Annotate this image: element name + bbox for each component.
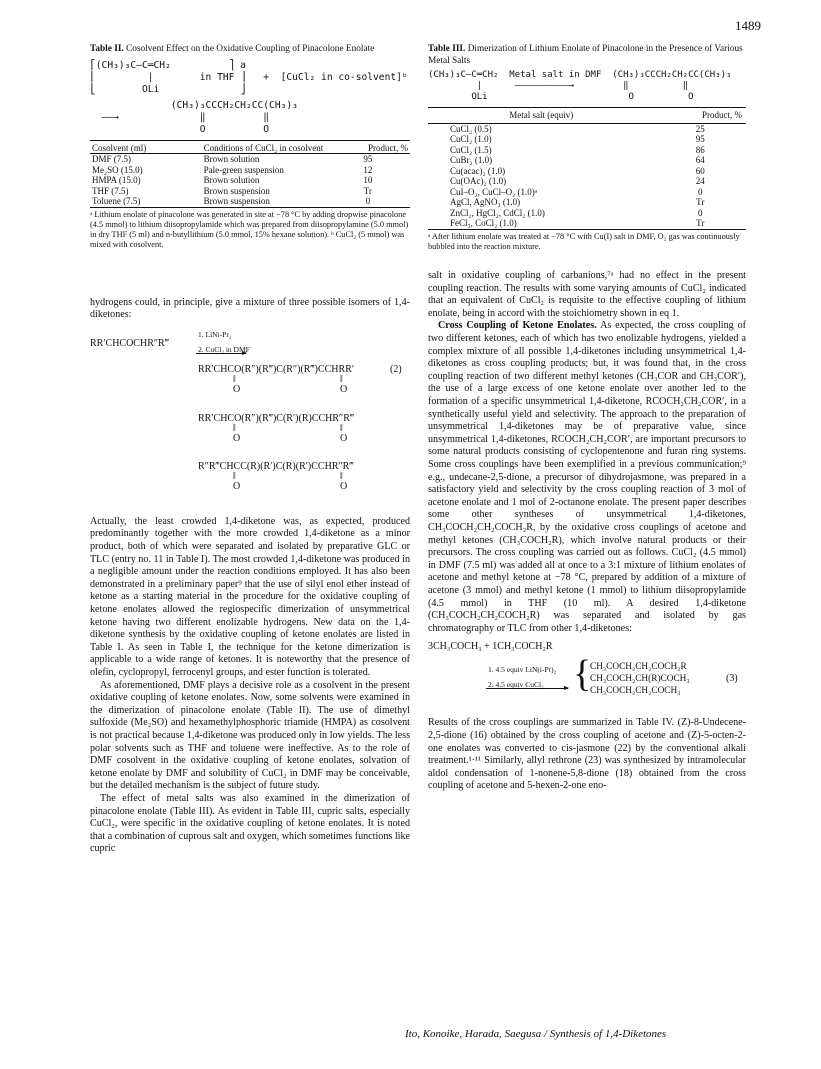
body-paragraph: Cross Coupling of Ketone Enolates. As expected, the cross coupling of two different ketones, each of which has two enolizable hydrogens, yielded a complex mixture of all possible 1,4-diketones including unsymmetrical 1,4-diketones as cross coupling products; but, it was found that, in the cross coupling reaction of two different methyl ketones (CH₃COR and CH₃COR′), the use of a large excess of one ketone enolate over another led to the formation of a specific unsymmetrical 1,4-diketone, RCOCH₂CH₂COR′, in a synthetically useful yield and selectivity. The approach to the preparation of unsymmetrical 1,4-diketones may be of preparative value, since unsymmetrical 1,4-diketones, RCOCH₂CH₂COR′, are important precursors to some natural products consisting of cyclopentenone and furan ring systems. Some cross couplings have been exemplified in a previous communication;⁹ e.g., undecane-2,5-dione, a precursor of dihydrojasmone, was prepared in a satisfactory yield and selectivity by the cross coupling reaction of 3 mol of acetone enolate and 1 mol of 2-octanone enolate. The present paper describes some other syntheses of unsymmetrical 1,4-diketones, CH₃COCH₂CH₂COCH₂R, by the oxidative cross couplings of acetone and methyl ketones (CH₃COCH₂R), which involve natural products or their precursors. The cross coupling was carried out as follows. CuCl₂ (4.5 mmol) in DMF (7.5 ml) was added all at once to a 3:1 mixture of lithium enolates of acetone and methyl ketone at −78 °C, prepared by addition of a mixture of acetone (3 mmol) and methyl ketone (1 mmol) to lithium diisopropylamide (4.5 mmol) in THF (10 ml). A desired 1,4-diketone (CH₃COCH₂CH₂COCH₂R) was separated and isolated by gas chromatography or TLC from other 1,4-diketones: [428, 320, 746, 634]
carbonyl-mark: ‖ O [233, 373, 241, 395]
eq3-step1: 1. 4.5 equiv LiN(i-Pr)₂ [488, 665, 557, 675]
table-row: Me₂SO (15.0) Pale-green suspension 12 [92, 164, 373, 175]
eq2-step2: 2. CuCl₂ in DMF [198, 344, 250, 354]
table2-caption: Table II. Cosolvent Effect on the Oxidative Coupling of Pinacolone Enolate [90, 44, 375, 54]
body-paragraph: salt in oxidative coupling of carbanions,⁷ᵃ had no effect in the present coupling reaction. The results with some varying amounts of CuCl₂ indicated that an equivalent of CuCl₂ is requisite to the effective coupling of lithium enolate, being in accord with the stoichiometry shown in eq 1. [428, 270, 746, 319]
section-heading: Cross Coupling of Ketone Enolates. [438, 320, 597, 332]
table2-header: Cosolvent (ml) [90, 140, 202, 154]
eq2-step1: 1. LiNi-Pr₂ [198, 329, 232, 339]
left-column [90, 44, 410, 856]
table3 [428, 107, 746, 230]
table-row: Toluene (7.5) Brown suspension 0 [90, 196, 410, 207]
table2-product-line: O O [90, 123, 270, 135]
equation-3 [428, 641, 746, 713]
carbonyl-mark: ‖ O [340, 422, 348, 444]
eq2-label: (2) [390, 363, 402, 375]
table2-scheme-line: ⎢ | in THF ⎥ + [CuCl₂ in co-solvent]ᵇ [90, 71, 408, 83]
eq3-products [590, 661, 690, 697]
body-paragraph: The effect of metal salts was also examined in the dimerization of pinacolone enolate (Table III). As evident in Table III, cupric salts, especially CuCl₂, were specific in the oxidative coupling of ketone enolates. It is noted that a combination of cuprous salt and oxygen, which sometimes functions like cupric [90, 792, 410, 855]
carbonyl-mark: ‖ O [233, 422, 241, 444]
table3-scheme-line: OLi O O [428, 92, 694, 102]
eq3-label: (3) [726, 673, 738, 685]
table2-product-line: ——→ ‖ ‖ [90, 111, 270, 123]
table-row: CuCl₂ (1.0) 95 [450, 134, 705, 144]
table-row: CuI–O₂, CuCl–O₂ (1.0)ᵃ 0 [450, 186, 703, 197]
table-row: CuBr₂ (1.0) 64 [450, 155, 705, 165]
table-row: Cu(OAc)₂ (1.0) 24 [450, 176, 705, 186]
carbonyl-mark: ‖ O [340, 470, 348, 492]
carbonyl-mark: ‖ O [233, 470, 241, 492]
brace: { [573, 653, 592, 696]
equation-2 [90, 330, 410, 530]
body-paragraph: hydrogens could, in principle, give a mixture of three possible isomers of 1,4-diketones: [90, 296, 410, 321]
table2-product-line: (CH₃)₃CCCH₂CH₂CC(CH₃)₃ [90, 99, 298, 111]
table2-header: Conditions of CuCl₂ in cosolvent [202, 140, 326, 154]
right-column [428, 44, 746, 793]
table3-header: Product, % [655, 108, 746, 124]
table3-scheme-line: (CH₃)₃C—C═CH₂ Metal salt in DMF (CH₃)₃CCCH₂CH₂CC(CH₃)₃ [428, 70, 732, 80]
body-paragraph: Results of the cross couplings are summarized in Table IV. (Z)-8-Undecene-2,5-dione (16) obtained by the cross coupling of acetone and (Z)-5-octen-2-one enolates was converted to cis-jasmone (22) by the conventional alkali treatment.¹·¹¹ Similarly, allyl rethrone (23) was synthesized by intramolecular aldol condensation of 1-nonene-5,8-dione (18) obtained from the cross coupling of acetone and 5-hexen-2-one eno- [428, 717, 746, 792]
table3-scheme-line: | ——————————→ ‖ ‖ [428, 81, 689, 91]
table3-caption: Table III. Dimerization of Lithium Enolate of Pinacolone in the Presence of Various Metal Salts [428, 44, 743, 66]
table2-header: Product, % [326, 140, 410, 154]
table3-scheme [428, 70, 746, 103]
eq2-product-2: RR′CHCO(R″)(R‴)C(R′)(R)CCHR″R‴ [198, 412, 355, 424]
eq2-product-3: R″R‴CHCC(R)(R′)C(R)(R′)CCHR″R‴ [198, 460, 354, 472]
body-paragraph: Actually, the least crowded 1,4-diketone was, as expected, produced predominantly together with the more crowded 1,4-diketone as a minor product, both of which were separated and isolated by preparative GLC or TLC (entry no. 11 in Table I). The most crowded 1,4-diketone was produced in a negligible amount under the reaction conditions employed. It has also been demonstrated in a preliminary paper⁹ that the use of silyl enol ether instead of ketone as a starting material in the procedure for the oxidative coupling of ketone enolates allowed the regiospecific dimerization of unsymmetrical ketone having two different enolizable hydrogens. New data on the 1,4-diketone synthesis by the oxidative coupling of ketone enolates are listed in Table I. As seen in Table I, the technique for the ketone dimerization is applicable to a wide range of ketones. It is noteworthy that the presence of olefin, cyclopropyl, ferrocenyl groups, and ester function is tolerated. [90, 515, 410, 678]
body-paragraph: As aforementioned, DMF plays a decisive role as a cosolvent in the present oxidative coupling of ketone enolates. Now, some solvents were examined in the dimerization of pinacolone enolate (Table II). The use of dimethyl sulfoxide (Me₂SO) and hexamethylphosphoric triamide (HMPA) as cosolvent is not practical because 1,4-diketone was produced only in low yields. The less polar solvents such as THF and toluene were ineffective. As to the role of DMF cosolvent in the oxidative coupling of ketone enolates, solvation of ketone enolate by DMF and solubility of CuCl₂ in DMF may be conceivable, but the detailed mechanism is the subject of future study. [90, 679, 410, 792]
table-row: HMPA (15.0) Brown solution 10 [92, 175, 373, 185]
table-row: CuCl₂ (0.5) 25 [450, 123, 705, 134]
table-row: Cu(acac)₂ (1.0) 60 [450, 165, 705, 176]
table-row: DMF (7.5) Brown solution 95 [92, 154, 373, 164]
table3-footnote: ᵃ After lithium enolate was treated at −78 °C with Cu(I) salt in DMF, O₂ gas was continuously bubbled into the reaction mixture. [428, 231, 740, 251]
running-footer: Ito, Konoike, Harada, Saegusa / Synthesis of 1,4-Diketones [405, 1028, 667, 1040]
table2-scheme [90, 60, 410, 136]
eq2-product-1: RR′CHCO(R″)(R‴)C(R″)(R‴)CCHRR′ [198, 363, 355, 375]
eq3-product: CH₃COCH₂CH₂COCH₃ [590, 686, 681, 697]
table2-scheme-line: ⎣ OLi ⎦ [90, 83, 246, 95]
table2-scheme-line: ⎡(CH₃)₃C—C═CH₂ ⎤ a [90, 59, 246, 71]
eq3-step2: 2. 4.5 equiv CuCl₂ [488, 680, 544, 690]
eq2-reactant: RR′CHCOCHR″R‴ [90, 337, 169, 349]
carbonyl-mark: ‖ O [340, 373, 348, 395]
page-number: 1489 [735, 18, 761, 33]
table-row: ZnCl₂, HgCl₂, CdCl₂ (1.0) 0 [450, 207, 703, 218]
eq3-product: CH₃COCH₂CH₂COCH₂R [590, 662, 687, 673]
eq3-reactants: 3CH₃COCH₃ + 1CH₃COCH₂R [428, 641, 553, 653]
table2-footnote: ᵃ Lithium enolate of pinacolone was generated in site at −78 °C by adding dropwise pinacolone (4.5 mmol) to lithium diisopropylamide which was prepared from diisopropylamine (5.0 mmol) in dry THF (5 ml) and n-butyllithium (5.0 mmol, 15% hexane solution). ᵇ CuCl₂ (5 mmol) was mixed with cosolvent. [90, 209, 409, 250]
table-row: THF (7.5) Brown suspension Tr [92, 185, 372, 196]
eq3-product: CH₃COCH₂CH(R)COCH₃ [590, 674, 690, 685]
table-row: FeCl₃, CoCl₂ (1.0) Tr [428, 218, 746, 229]
table-row: CuCl₂ (1.5) 86 [450, 144, 705, 155]
table2 [90, 140, 410, 208]
table-row: AgCl, AgNO₃ (1.0) Tr [450, 197, 705, 207]
table3-header: Metal salt (equiv) [428, 108, 655, 124]
